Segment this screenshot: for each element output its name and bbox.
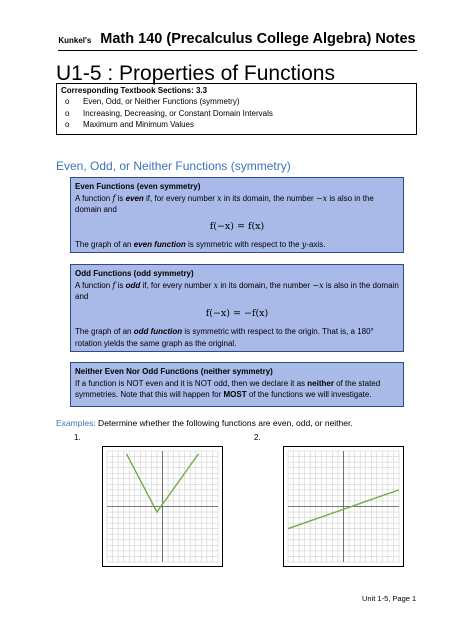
textbook-sections-box (56, 83, 417, 135)
odd-functions-box (70, 264, 404, 352)
page-footer: Unit 1-5, Page 1 (362, 594, 417, 603)
topic-item: o Even, Odd, or Neither Functions (symmetry) (61, 96, 412, 108)
even-definition: A function f is even if, for every number x in its domain, the number −x is also in the domain and (75, 193, 374, 214)
odd-equation: f(−x) = −f(x) (205, 307, 269, 319)
topic-item: o Increasing, Decreasing, or Constant Domain Intervals (61, 108, 412, 120)
bullet-icon: o (65, 108, 70, 118)
header-author: Kunkel's (58, 36, 92, 45)
graph-2-svg (284, 447, 403, 566)
page-header (0, 30, 474, 48)
header-course: Math 140 (Precalculus College Algebra) Notes (100, 31, 416, 47)
neither-box-title: Neither Even Nor Odd Functions (neither symmetry) (75, 367, 273, 376)
neither-statement: If a function is NOT even and it is NOT odd, then we declare it as neither of the stated symmetries. Note that this will happen for MOST of the functions we will investigate. (75, 378, 381, 399)
example-graph-1 (102, 446, 223, 567)
graph-1-svg (103, 447, 222, 566)
odd-definition: A function f is odd if, for every number x in its domain, the number −x is also in the domain and (75, 280, 399, 301)
bullet-icon: o (65, 97, 70, 106)
example-number-1: 1. (74, 433, 81, 442)
textbook-sections-label: Corresponding Textbook Sections: 3.3 (61, 86, 208, 95)
topic-item: o Maximum and Minimum Values (61, 119, 412, 131)
section-heading: Even, Odd, or Neither Functions (symmetry) (56, 159, 291, 173)
topic-list (61, 96, 412, 131)
header-rule (58, 50, 417, 51)
examples-line (56, 418, 353, 428)
bullet-icon: o (65, 120, 70, 129)
even-graph-statement: The graph of an even function is symmetric with respect to the y-axis. (75, 240, 326, 249)
example-number-2: 2. (254, 433, 261, 442)
odd-graph-statement: The graph of an odd function is symmetric with respect to the origin. That is, a 180° rotation yields the same graph as the original. (75, 327, 374, 348)
page-title: U1-5 : Properties of Functions (56, 62, 335, 85)
even-box-title: Even Functions (even symmetry) (75, 182, 201, 191)
odd-box-title: Odd Functions (odd symmetry) (75, 269, 194, 278)
examples-label: Examples: (56, 418, 96, 428)
neither-functions-box (70, 362, 404, 407)
even-functions-box (70, 177, 404, 253)
example-graph-2 (283, 446, 404, 567)
even-equation: f(−x) = f(x) (209, 220, 265, 232)
examples-prompt: Determine whether the following functions are even, odd, or neither. (95, 418, 353, 428)
